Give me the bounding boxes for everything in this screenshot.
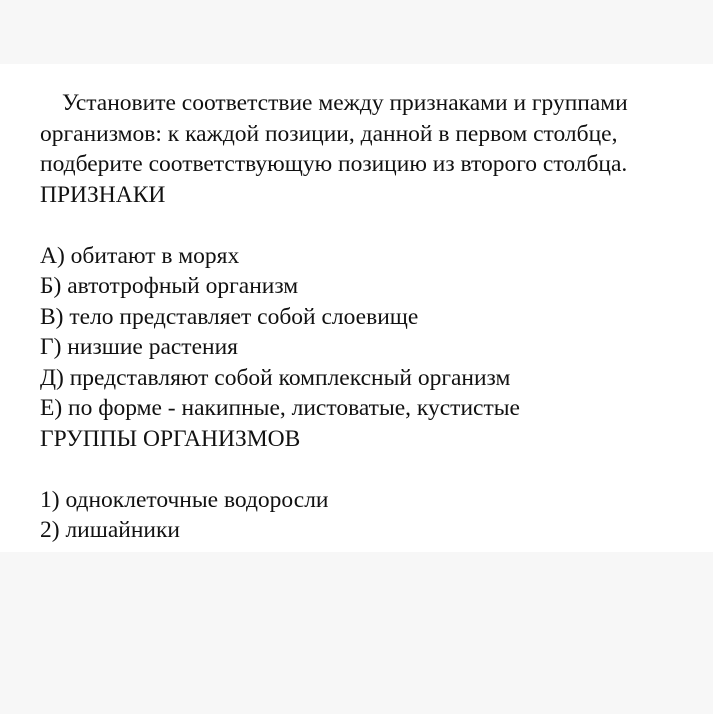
intro-line-2: организмов: к каждой позиции, данной в первом столбце, (40, 120, 618, 147)
groups-heading: ГРУППЫ ОРГАНИЗМОВ (40, 425, 301, 452)
feature-item-v: В) тело представляет собой слоевище (40, 303, 419, 330)
document-page (0, 64, 713, 552)
group-item-1: 1) одноклеточные водоросли (40, 486, 329, 513)
blank-line (40, 454, 700, 485)
feature-item-e: Е) по форме - накипные, листоватые, кустистые (40, 395, 520, 421)
group-item-2: 2) лишайники (40, 517, 181, 543)
intro-line-1: Установите соответствие между признаками и группами (62, 90, 628, 116)
task-text (40, 88, 700, 546)
features-heading: ПРИЗНАКИ (40, 181, 166, 208)
feature-item-b: Б) автотрофный организм (40, 273, 299, 299)
feature-item-a: А) обитают в морях (40, 242, 240, 269)
feature-item-g: Г) низшие растения (40, 334, 238, 360)
feature-item-d: Д) представляют собой комплексный организм (40, 364, 511, 391)
blank-line (40, 210, 700, 241)
intro-line-3: подберите соответствующую позицию из второго столбца. (40, 151, 628, 177)
